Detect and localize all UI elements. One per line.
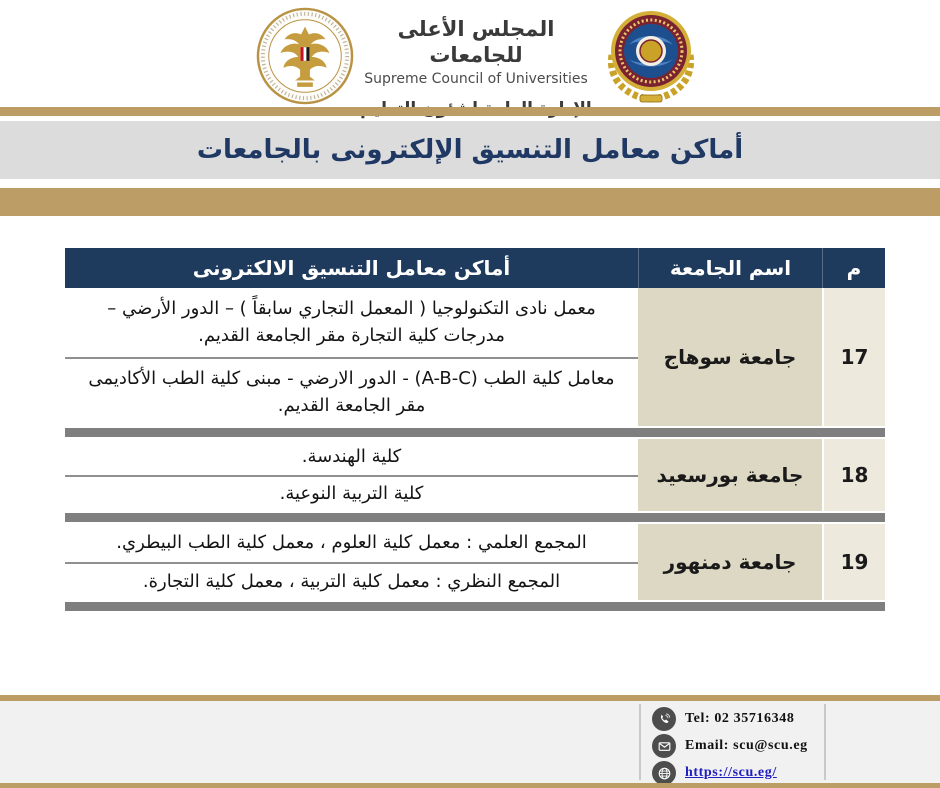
locations-cell xyxy=(65,288,638,426)
table-row xyxy=(65,524,885,600)
website-link[interactable]: https://scu.eg/ xyxy=(685,765,777,780)
locations-cell xyxy=(65,439,638,511)
tel-row xyxy=(652,708,820,730)
globe-icon xyxy=(652,761,676,785)
email-icon xyxy=(652,734,676,758)
table-row xyxy=(65,439,885,511)
gold-divider-bottom xyxy=(0,783,940,788)
table-header-row xyxy=(65,248,885,288)
table-row xyxy=(65,288,885,426)
page-title: أماكن معامل التنسيق الإلكترونى بالجامعات xyxy=(196,135,744,165)
page-header xyxy=(0,0,940,107)
ministry-seal-logo xyxy=(256,7,354,105)
website-row xyxy=(652,762,820,784)
group-separator xyxy=(65,602,885,611)
location-item: معامل كلية الطب (A-B-C) - الدور الارضي - مبنى كلية الطب الأكاديمى مقر الجامعة القديم. xyxy=(65,357,638,426)
university-name: جامعة دمنهور xyxy=(638,524,822,600)
location-item: معمل نادى التكنولوجيا ( المعمل التجاري سابقاً ) – الدور الأرضي – مدرجات كلية التجارة مقر الجامعة القديم. xyxy=(107,298,596,346)
footer-divider-left xyxy=(639,704,641,780)
org-name-english: Supreme Council of Universities xyxy=(364,70,588,87)
row-index: 17 xyxy=(822,288,885,426)
footer-divider-right xyxy=(824,704,826,780)
org-name-arabic: المجلس الأعلى للجامعات xyxy=(397,17,555,68)
coordination-labs-table xyxy=(65,248,885,613)
email-label: Email: scu@scu.eg xyxy=(685,738,808,753)
gold-divider-top xyxy=(0,107,940,116)
gold-divider-under-title xyxy=(0,188,940,216)
header-cell-university: اسم الجامعة xyxy=(638,248,822,288)
row-index: 19 xyxy=(822,524,885,600)
location-item: كلية الهندسة. xyxy=(301,445,402,467)
scu-jubilee-emblem xyxy=(596,5,706,107)
group-separator xyxy=(65,428,885,437)
header-cell-locations: أماكن معامل التنسيق الالكترونى xyxy=(192,256,511,280)
group-separator xyxy=(65,513,885,522)
university-name: جامعة سوهاج xyxy=(638,288,822,426)
title-band xyxy=(0,121,940,179)
phone-icon xyxy=(652,707,676,731)
tel-label: Tel: 02 35716348 xyxy=(685,711,795,726)
university-name: جامعة بورسعيد xyxy=(638,439,822,511)
row-index: 18 xyxy=(822,439,885,511)
locations-cell xyxy=(65,524,638,600)
contact-block xyxy=(652,708,820,784)
header-cell-index: م xyxy=(822,248,885,288)
location-item: كلية التربية النوعية. xyxy=(65,475,638,511)
page-footer xyxy=(0,701,940,783)
location-item: المجمع العلمي : معمل كلية العلوم ، معمل كلية الطب البيطري. xyxy=(116,531,587,553)
location-item: المجمع النظري : معمل كلية التربية ، معمل كلية التجارة. xyxy=(65,562,638,600)
table-body xyxy=(65,288,885,611)
email-row xyxy=(652,735,820,757)
